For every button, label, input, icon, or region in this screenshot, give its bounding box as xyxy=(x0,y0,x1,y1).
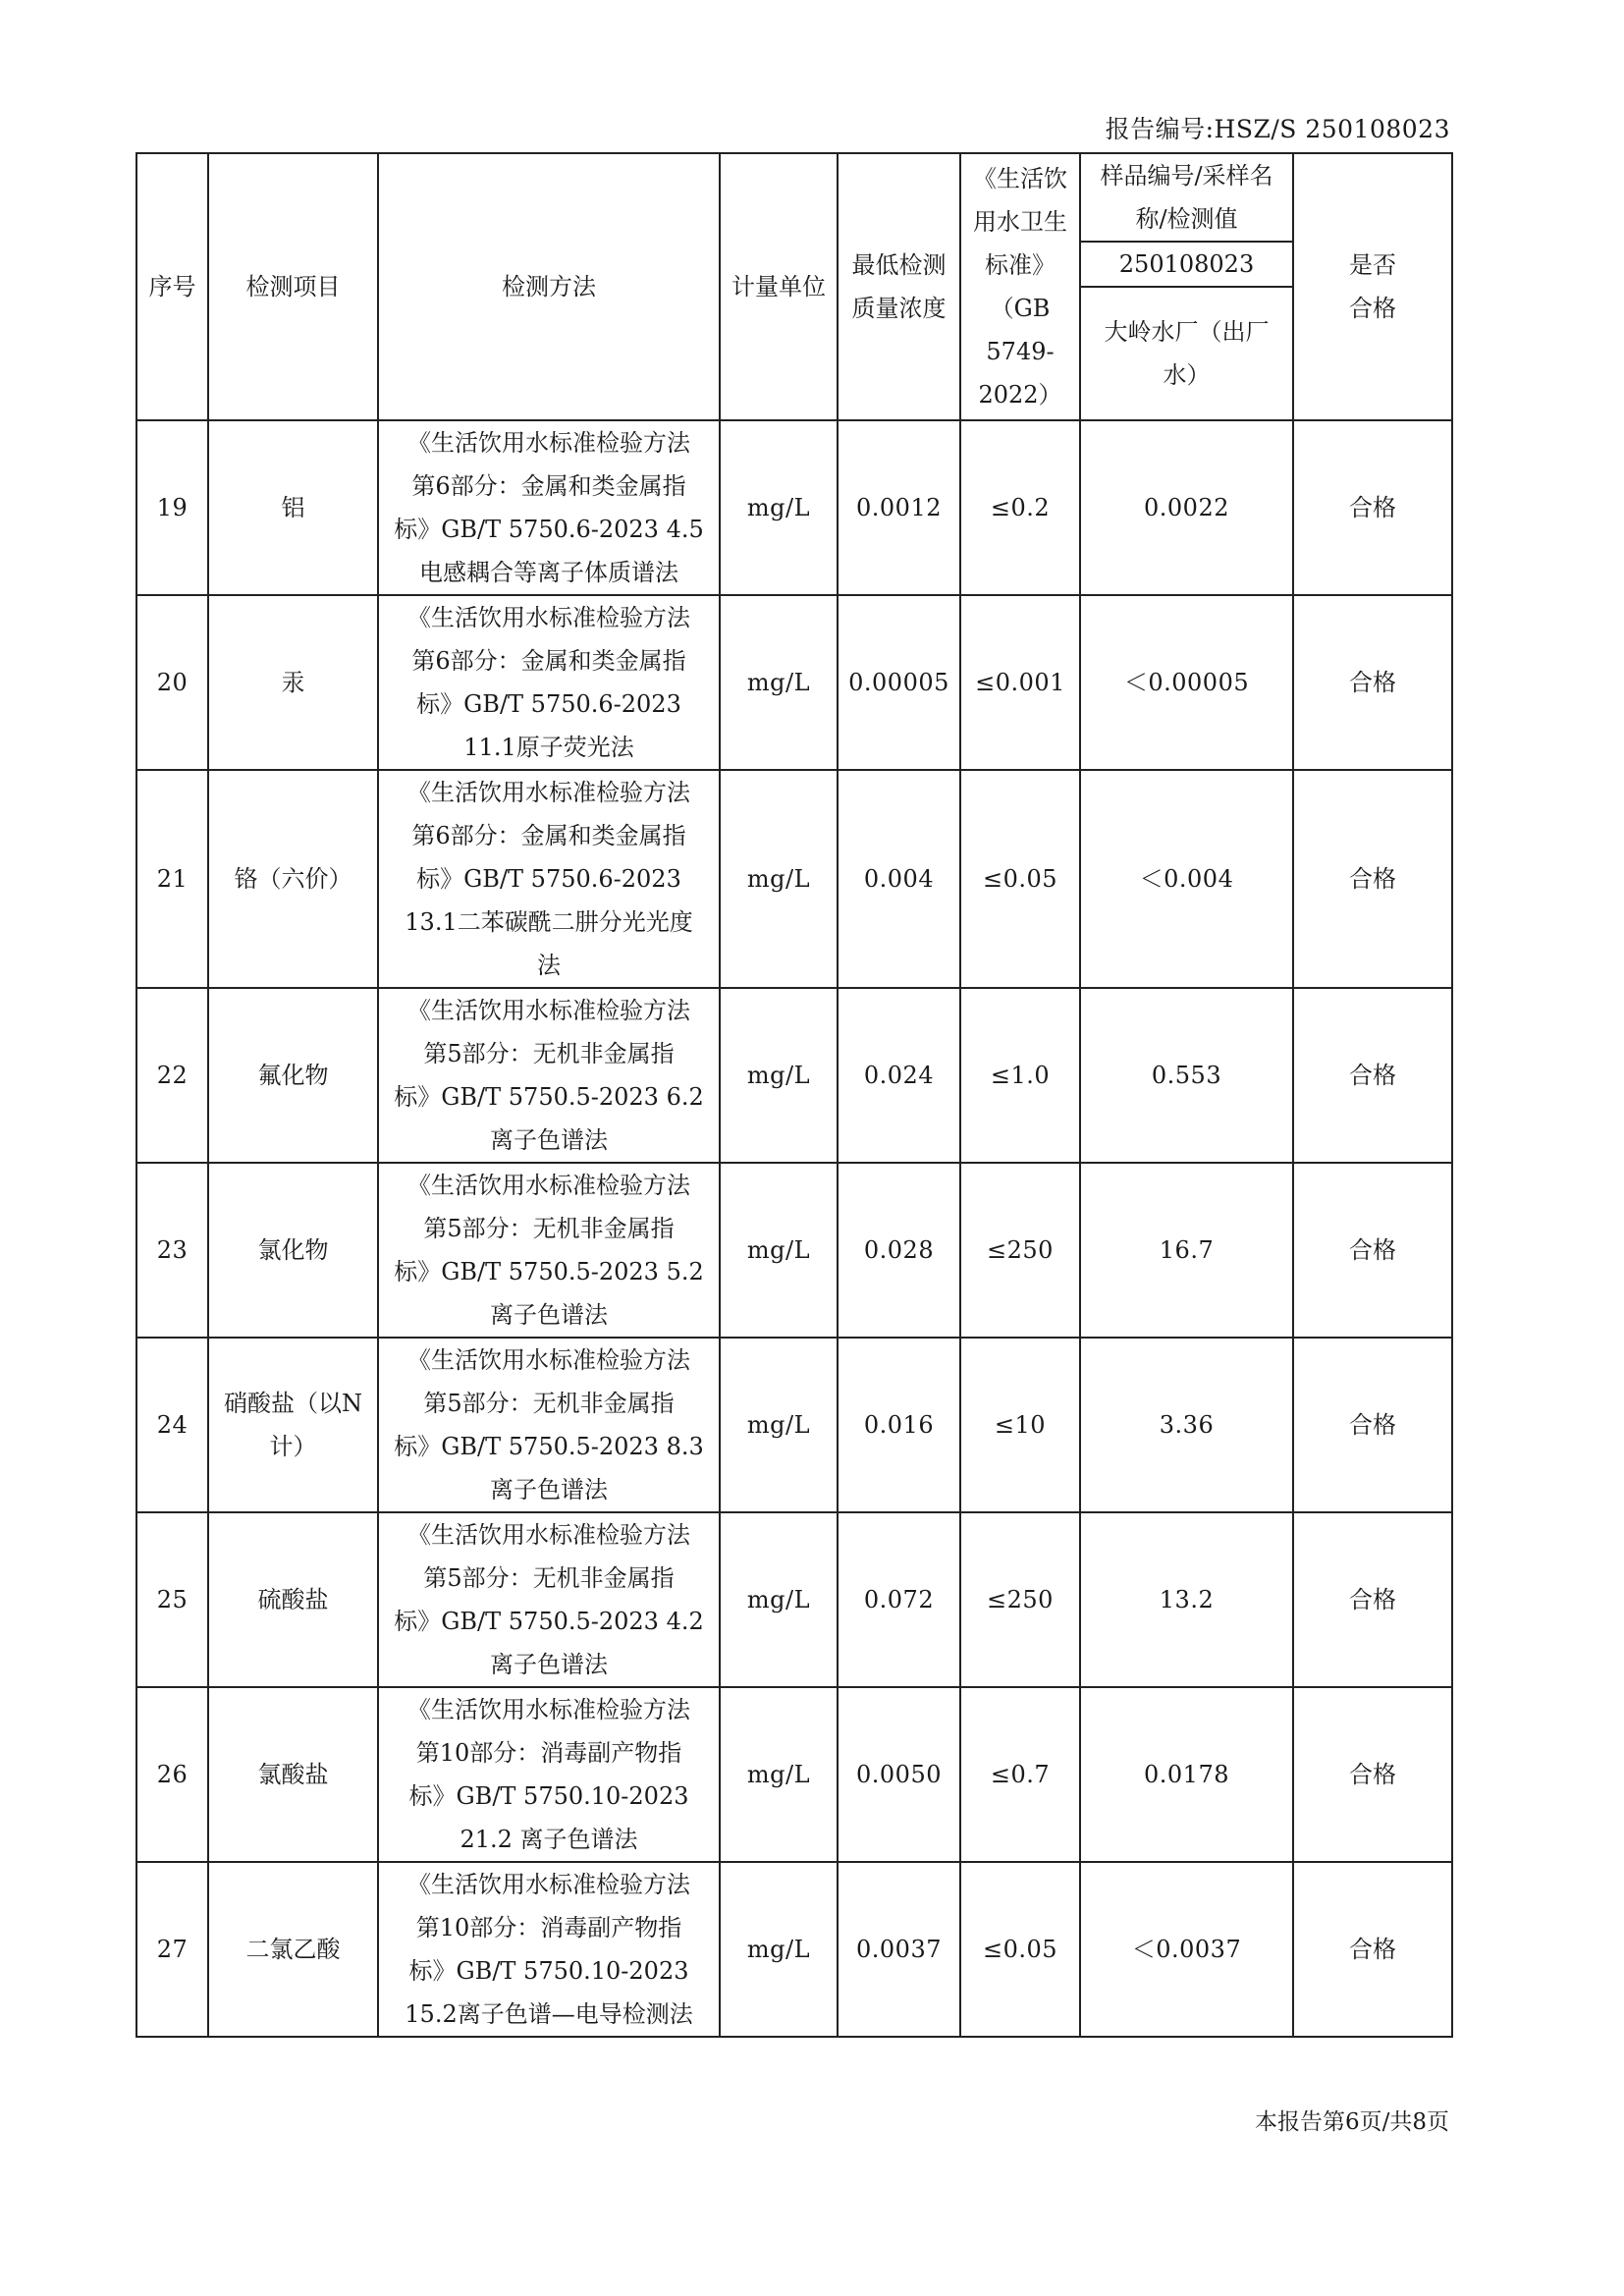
header-min-conc: 最低检测 质量浓度 xyxy=(838,153,960,420)
row-item: 硝酸盐（以N 计） xyxy=(208,1338,378,1512)
row-seq: 20 xyxy=(136,595,208,770)
row-value: ＜0.0037 xyxy=(1080,1862,1293,2037)
header-seq: 序号 xyxy=(136,153,208,420)
row-item: 铬（六价） xyxy=(208,770,378,988)
header-sample-name: 大岭水厂（出厂 水） xyxy=(1080,287,1293,420)
row-min-conc: 0.072 xyxy=(838,1512,960,1687)
row-value: ＜0.00005 xyxy=(1080,595,1293,770)
header-standard: 《生活饮 用水卫生 标准》 （GB 5749- 2022） xyxy=(960,153,1080,420)
table-row xyxy=(136,1862,1452,2037)
row-value: 16.7 xyxy=(1080,1163,1293,1338)
row-min-conc: 0.00005 xyxy=(838,595,960,770)
row-value: 0.0022 xyxy=(1080,420,1293,595)
row-limit: ≤0.7 xyxy=(960,1687,1080,1862)
row-seq: 19 xyxy=(136,420,208,595)
row-limit: ≤0.001 xyxy=(960,595,1080,770)
row-method: 《生活饮用水标准检验方法 第5部分：无机非金属指 标》GB/T 5750.5-2023 4.2 离子色谱法 xyxy=(378,1512,720,1687)
header-qualified: 是否 合格 xyxy=(1293,153,1452,420)
row-limit: ≤250 xyxy=(960,1512,1080,1687)
row-unit: mg/L xyxy=(720,1512,838,1687)
row-result: 合格 xyxy=(1293,595,1452,770)
row-min-conc: 0.0050 xyxy=(838,1687,960,1862)
row-limit: ≤0.05 xyxy=(960,1862,1080,2037)
table-row xyxy=(136,988,1452,1163)
row-seq: 25 xyxy=(136,1512,208,1687)
table-row xyxy=(136,770,1452,988)
row-unit: mg/L xyxy=(720,1687,838,1862)
row-result: 合格 xyxy=(1293,1163,1452,1338)
row-min-conc: 0.004 xyxy=(838,770,960,988)
row-method: 《生活饮用水标准检验方法 第10部分：消毒副产物指 标》GB/T 5750.10-2023 21.2 离子色谱法 xyxy=(378,1687,720,1862)
row-limit: ≤10 xyxy=(960,1338,1080,1512)
row-item: 铝 xyxy=(208,420,378,595)
row-item: 氯酸盐 xyxy=(208,1687,378,1862)
row-method: 《生活饮用水标准检验方法 第10部分：消毒副产物指 标》GB/T 5750.10-2023 15.2离子色谱—电导检测法 xyxy=(378,1862,720,2037)
row-item: 二氯乙酸 xyxy=(208,1862,378,2037)
row-seq: 24 xyxy=(136,1338,208,1512)
row-method: 《生活饮用水标准检验方法 第5部分：无机非金属指 标》GB/T 5750.5-2023 5.2 离子色谱法 xyxy=(378,1163,720,1338)
row-result: 合格 xyxy=(1293,1862,1452,2037)
row-limit: ≤0.2 xyxy=(960,420,1080,595)
row-value: 13.2 xyxy=(1080,1512,1293,1687)
header-item: 检测项目 xyxy=(208,153,378,420)
row-result: 合格 xyxy=(1293,770,1452,988)
row-unit: mg/L xyxy=(720,770,838,988)
header-sample-id: 250108023 xyxy=(1080,242,1293,287)
row-value: ＜0.004 xyxy=(1080,770,1293,988)
table-row xyxy=(136,1338,1452,1512)
row-method: 《生活饮用水标准检验方法 第6部分：金属和类金属指 标》GB/T 5750.6-2023 11.1原子荧光法 xyxy=(378,595,720,770)
row-unit: mg/L xyxy=(720,1862,838,2037)
row-seq: 22 xyxy=(136,988,208,1163)
row-result: 合格 xyxy=(1293,420,1452,595)
row-method: 《生活饮用水标准检验方法 第5部分：无机非金属指 标》GB/T 5750.5-2023 6.2 离子色谱法 xyxy=(378,988,720,1163)
row-result: 合格 xyxy=(1293,1338,1452,1512)
table-row xyxy=(136,420,1452,595)
results-table xyxy=(135,152,1453,2038)
row-result: 合格 xyxy=(1293,1687,1452,1862)
header-unit: 计量单位 xyxy=(720,153,838,420)
report-number: 报告编号:HSZ/S 250108023 xyxy=(1105,115,1450,143)
row-seq: 21 xyxy=(136,770,208,988)
table-row xyxy=(136,595,1452,770)
row-min-conc: 0.0037 xyxy=(838,1862,960,2037)
row-item: 汞 xyxy=(208,595,378,770)
row-min-conc: 0.0012 xyxy=(838,420,960,595)
row-limit: ≤250 xyxy=(960,1163,1080,1338)
row-item: 氟化物 xyxy=(208,988,378,1163)
row-method: 《生活饮用水标准检验方法 第6部分：金属和类金属指 标》GB/T 5750.6-2023 13.1二苯碳酰二肼分光光度 法 xyxy=(378,770,720,988)
row-seq: 27 xyxy=(136,1862,208,2037)
row-unit: mg/L xyxy=(720,1338,838,1512)
row-value: 3.36 xyxy=(1080,1338,1293,1512)
row-unit: mg/L xyxy=(720,595,838,770)
row-result: 合格 xyxy=(1293,988,1452,1163)
table-row xyxy=(136,1687,1452,1862)
row-min-conc: 0.024 xyxy=(838,988,960,1163)
page-footer: 本报告第6页/共8页 xyxy=(1254,2109,1449,2135)
row-value: 0.0178 xyxy=(1080,1687,1293,1862)
row-seq: 23 xyxy=(136,1163,208,1338)
row-unit: mg/L xyxy=(720,988,838,1163)
row-value: 0.553 xyxy=(1080,988,1293,1163)
row-unit: mg/L xyxy=(720,1163,838,1338)
header-sample-group: 样品编号/采样名 称/检测值 xyxy=(1080,153,1293,242)
row-unit: mg/L xyxy=(720,420,838,595)
table-row xyxy=(136,1163,1452,1338)
row-method: 《生活饮用水标准检验方法 第5部分：无机非金属指 标》GB/T 5750.5-2023 8.3 离子色谱法 xyxy=(378,1338,720,1512)
row-min-conc: 0.016 xyxy=(838,1338,960,1512)
row-result: 合格 xyxy=(1293,1512,1452,1687)
header-method: 检测方法 xyxy=(378,153,720,420)
row-item: 硫酸盐 xyxy=(208,1512,378,1687)
row-limit: ≤1.0 xyxy=(960,988,1080,1163)
row-seq: 26 xyxy=(136,1687,208,1862)
row-item: 氯化物 xyxy=(208,1163,378,1338)
row-method: 《生活饮用水标准检验方法 第6部分：金属和类金属指 标》GB/T 5750.6-2023 4.5 电感耦合等离子体质谱法 xyxy=(378,420,720,595)
row-min-conc: 0.028 xyxy=(838,1163,960,1338)
row-limit: ≤0.05 xyxy=(960,770,1080,988)
table-row xyxy=(136,1512,1452,1687)
